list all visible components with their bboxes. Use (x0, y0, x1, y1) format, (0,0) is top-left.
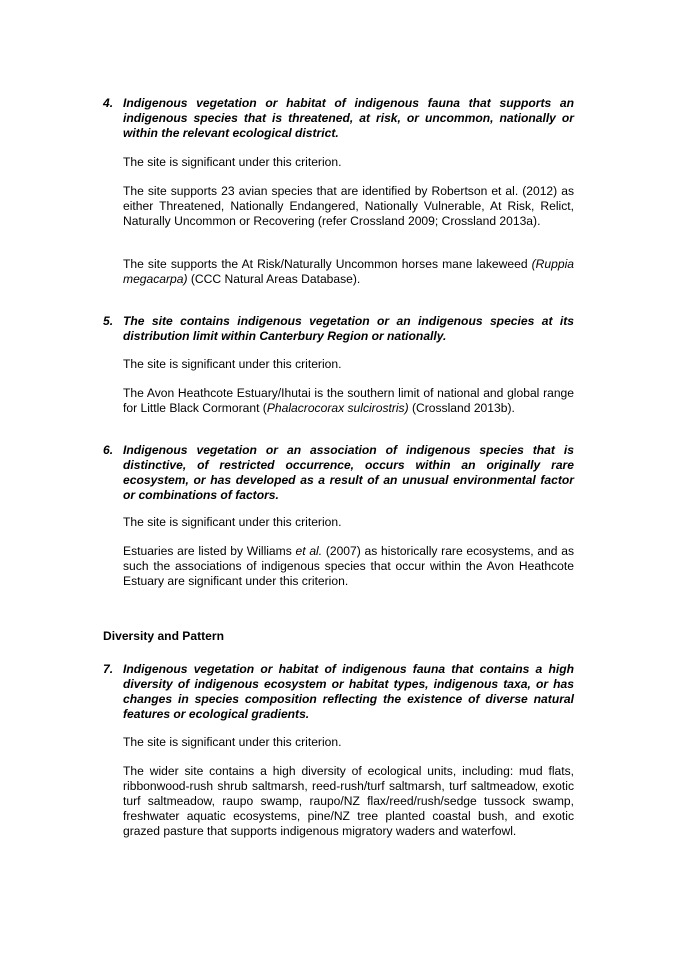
significance-statement: The site is significant under this criterion. (123, 735, 342, 749)
criterion-text: Indigenous vegetation or habitat of indigenous fauna that supports an indigenous species that is threatened, at risk, or uncommon, nationally or within the relevant ecological district. (123, 96, 574, 140)
criterion-number: 7. (103, 662, 114, 676)
body-paragraph: The wider site contains a high diversity of ecological units, including: mud flats, ribbonwood-rush shrub saltmarsh, reed-rush/turf saltmarsh, turf saltmeadow, exotic turf saltmeadow, raupo swamp, raupo/NZ flax/reed/rush/sedge tussock swamp, freshwater aquatic ecosystems, pine/NZ tree planted coastal bush, and exotic grazed pasture that supports indigenous migratory waders and waterfowl. (123, 764, 574, 838)
citation-italic: et al. (295, 544, 323, 558)
text-run: (CCC Natural Areas Database). (187, 272, 361, 286)
criterion-7 (103, 662, 574, 722)
body-paragraph: The site supports 23 avian species that are identified by Robertson et al. (2012) as either Threatened, Nationally Endangered, Nationally Vulnerable, At Risk, Relict, Naturally Uncommon or Recovering (refer Crossland 2009; Crossland 2013a). (123, 184, 574, 228)
significance-statement: The site is significant under this criterion. (123, 155, 342, 169)
body-paragraph (123, 257, 574, 287)
criterion-text: Indigenous vegetation or an association of indigenous species that is distinctive, of restricted occurrence, occurs within an originally rare ecosystem, or has developed as a result of an unusual environmental factor or combinations of factors. (123, 443, 574, 502)
criterion-5 (103, 314, 574, 344)
text-run: (2007) as historically rare ecosystems, and as such the associations of indigenous species that occur within the Avon Heathcote Estuary are significant under this criterion. (123, 544, 574, 588)
criterion-number: 5. (103, 314, 114, 328)
text-run: (Crossland 2013b). (408, 401, 515, 415)
criterion-text: The site contains indigenous vegetation or an indigenous species at its distribution limit within Canterbury Region or nationally. (123, 314, 574, 343)
section-heading: Diversity and Pattern (103, 629, 224, 643)
species-name: (Ruppia megacarpa) (123, 257, 574, 286)
text-run: The site supports the At Risk/Naturally Uncommon horses mane lakeweed (123, 257, 532, 271)
significance-statement: The site is significant under this criterion. (123, 357, 342, 371)
criterion-4 (103, 96, 574, 141)
criterion-6 (103, 443, 574, 503)
criterion-text: Indigenous vegetation or habitat of indigenous fauna that contains a high diversity of indigenous ecosystem or habitat types, indigenous taxa, or has changes in species composition reflecting the existence of diverse natural features or ecological gradients. (123, 662, 574, 721)
criterion-number: 4. (103, 96, 114, 110)
criterion-number: 6. (103, 443, 114, 457)
body-paragraph (123, 386, 574, 416)
significance-statement: The site is significant under this criterion. (123, 515, 342, 529)
text-run: The Avon Heathcote Estuary/Ihutai is the southern limit of national and global range for Little Black Cormorant ( (123, 386, 574, 415)
species-name: Phalacrocorax sulcirostris) (266, 401, 409, 415)
text-run: Estuaries are listed by Williams (123, 544, 296, 558)
body-paragraph (123, 544, 574, 589)
